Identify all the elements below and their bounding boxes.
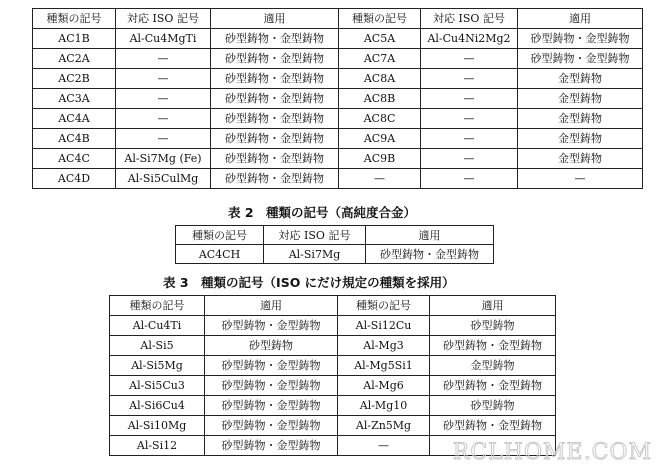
table-cell: 金型鋳物 [518, 69, 643, 89]
table-cell: Al-Si5 [110, 336, 205, 356]
table-3-caption: 表 3 種類の記号（ISO にだけ規定の種類を採用） [163, 275, 455, 290]
table-cell: Al-Si12Cu [338, 316, 430, 336]
table-cell: 金型鋳物 [518, 109, 643, 129]
watermark: RCLHOME.COM [452, 440, 652, 465]
table-cell: Al-Si6Cu4 [110, 396, 205, 416]
table-cell: 金型鋳物 [430, 356, 556, 376]
table-header-cell: 適用 [211, 9, 339, 29]
table-cell: — [116, 109, 211, 129]
table-cell: — [116, 49, 211, 69]
table-cell: Al-Mg5Si1 [338, 356, 430, 376]
table-cell: AC3A [33, 89, 116, 109]
table-cell: Al-Si5Cu3 [110, 376, 205, 396]
table-cell: AC1B [33, 29, 116, 49]
table-cell: AC4D [33, 169, 116, 189]
table-header-cell: 適用 [518, 9, 643, 29]
table-row [110, 416, 556, 436]
table-cell: — [116, 69, 211, 89]
table-cell: Al-Si7Mg (Fe) [116, 149, 211, 169]
table-cell: AC4A [33, 109, 116, 129]
table-cell: Al-Cu4Ti [110, 316, 205, 336]
table-cell: 砂型鋳物・金型鋳物 [205, 316, 338, 336]
table-2 [175, 225, 494, 264]
table-cell: 砂型鋳物・金型鋳物 [211, 89, 339, 109]
table-3-header-row [110, 296, 556, 316]
table-cell: — [421, 129, 518, 149]
table-cell: — [339, 169, 421, 189]
table-cell: 砂型鋳物・金型鋳物 [205, 356, 338, 376]
table-cell: — [116, 89, 211, 109]
table-row [110, 336, 556, 356]
table-cell: AC4C [33, 149, 116, 169]
table-cell: — [338, 436, 430, 456]
table-row [33, 149, 643, 169]
table-header-cell: 種類の記号 [110, 296, 205, 316]
table-row [33, 129, 643, 149]
table-row [110, 316, 556, 336]
table-cell: Al-Si10Mg [110, 416, 205, 436]
table-cell: Al-Cu4Ni2Mg2 [421, 29, 518, 49]
table-cell: AC9B [339, 149, 421, 169]
table-header-cell: 種類の記号 [176, 226, 264, 245]
table-cell: Al-Mg6 [338, 376, 430, 396]
table-cell: Al-Mg10 [338, 396, 430, 416]
table-cell: AC8B [339, 89, 421, 109]
table-cell: 砂型鋳物・金型鋳物 [205, 396, 338, 416]
table-cell: Al-Mg3 [338, 336, 430, 356]
table-cell: Al-Si7Mg [264, 245, 366, 264]
table-cell: 砂型鋳物・金型鋳物 [205, 436, 338, 456]
table-header-cell: 対応 ISO 記号 [116, 9, 211, 29]
table-header-cell: 適用 [366, 226, 494, 245]
table-cell: 砂型鋳物 [205, 336, 338, 356]
table-header-cell: 適用 [205, 296, 338, 316]
table-cell: — [116, 129, 211, 149]
table-cell: Al-Si5Mg [110, 356, 205, 376]
table-cell: 砂型鋳物・金型鋳物 [518, 49, 643, 69]
table-cell: — [421, 149, 518, 169]
table-cell: 砂型鋳物・金型鋳物 [211, 149, 339, 169]
table-row [33, 169, 643, 189]
table-header-cell: 適用 [430, 296, 556, 316]
table-header-cell: 種類の記号 [339, 9, 421, 29]
table-cell: 砂型鋳物・金型鋳物 [430, 376, 556, 396]
table-cell: Al-Cu4MgTi [116, 29, 211, 49]
table-cell: AC5A [339, 29, 421, 49]
table-cell: 砂型鋳物・金型鋳物 [211, 69, 339, 89]
table-cell: 金型鋳物 [518, 129, 643, 149]
table-cell: 金型鋳物 [518, 89, 643, 109]
table-cell: Al-Si5CulMg [116, 169, 211, 189]
table-cell: 砂型鋳物 [430, 316, 556, 336]
table-row [110, 376, 556, 396]
table-cell: 砂型鋳物・金型鋳物 [211, 29, 339, 49]
table-row [110, 396, 556, 416]
table-cell: AC2B [33, 69, 116, 89]
table-cell: — [421, 49, 518, 69]
table-3 [109, 295, 556, 456]
table-2-header-row [176, 226, 494, 245]
table-cell: 砂型鋳物・金型鋳物 [430, 416, 556, 436]
table-row [33, 49, 643, 69]
table-cell: 砂型鋳物・金型鋳物 [211, 129, 339, 149]
table-cell: — [421, 69, 518, 89]
table-cell: AC8A [339, 69, 421, 89]
table-cell: — [421, 89, 518, 109]
table-cell: AC2A [33, 49, 116, 69]
table-row [33, 89, 643, 109]
table-cell: AC4B [33, 129, 116, 149]
table-cell: — [421, 169, 518, 189]
table-header-cell: 種類の記号 [33, 9, 116, 29]
table-row [33, 109, 643, 129]
table-row [33, 69, 643, 89]
table-cell: AC4CH [176, 245, 264, 264]
table-cell: 砂型鋳物・金型鋳物 [211, 49, 339, 69]
table-cell: 砂型鋳物 [430, 396, 556, 416]
table-header-cell: 対応 ISO 記号 [421, 9, 518, 29]
table-cell: — [421, 109, 518, 129]
table-cell: AC8C [339, 109, 421, 129]
table-1-header-row [33, 9, 643, 29]
table-header-cell: 対応 ISO 記号 [264, 226, 366, 245]
table-row [110, 356, 556, 376]
table-cell: Al-Si12 [110, 436, 205, 456]
table-cell: 金型鋳物 [518, 149, 643, 169]
table-cell: 砂型鋳物・金型鋳物 [205, 376, 338, 396]
table-cell: 砂型鋳物・金型鋳物 [211, 109, 339, 129]
table-cell: — [518, 169, 643, 189]
table-row [33, 29, 643, 49]
table-cell: AC7A [339, 49, 421, 69]
table-cell: 砂型鋳物・金型鋳物 [211, 169, 339, 189]
table-cell: 砂型鋳物・金型鋳物 [366, 245, 494, 264]
table-cell: 砂型鋳物・金型鋳物 [205, 416, 338, 436]
table-cell: AC9A [339, 129, 421, 149]
table-cell: 砂型鋳物・金型鋳物 [518, 29, 643, 49]
table-2-caption: 表 2 種類の記号（高純度合金） [228, 205, 417, 220]
table-1 [32, 8, 643, 189]
table-cell: 砂型鋳物・金型鋳物 [430, 336, 556, 356]
table-header-cell: 種類の記号 [338, 296, 430, 316]
table-cell: Al-Zn5Mg [338, 416, 430, 436]
table-row [176, 245, 494, 264]
